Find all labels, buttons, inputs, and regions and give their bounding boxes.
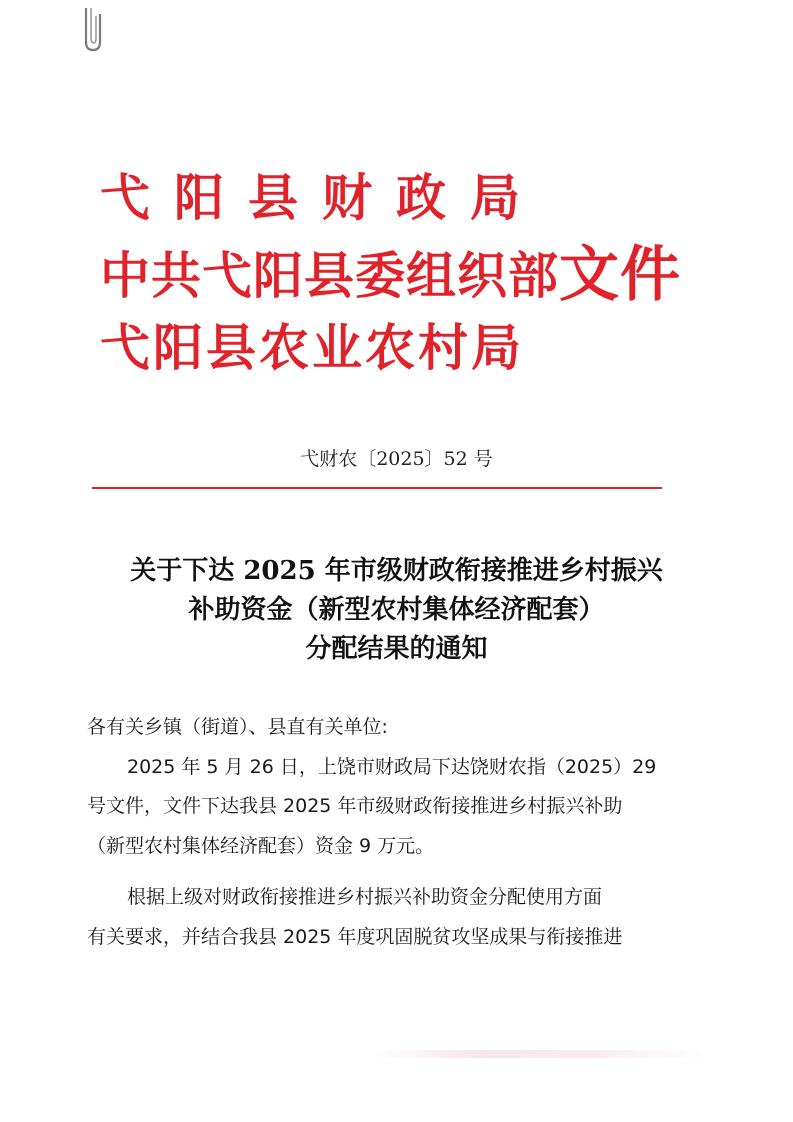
scan-bleed-through [370, 1050, 710, 1058]
header-red-divider [92, 487, 662, 489]
body-paragraph-line: 号文件，文件下达我县 2025 年市级财政衔接推进乡村振兴补助 [87, 795, 623, 817]
issuer-organization-department-name: 中共弋阳县委组织部 [100, 246, 559, 305]
issuer-file-label: 文件 [559, 240, 681, 310]
document-number: 弋财农〔2025〕52 号 [300, 448, 493, 470]
document-title-line: 关于下达 2025 年市级财政衔接推进乡村振兴 [130, 556, 663, 586]
issuer-agriculture-bureau: 弋阳县农业农村局 [100, 318, 524, 377]
document-title-line: 补助资金（新型农村集体经济配套） [188, 595, 605, 625]
body-paragraph-line: 有关要求，并结合我县 2025 年度巩固脱贫攻坚成果与衔接推进 [87, 925, 623, 948]
issuer-organization-department [100, 240, 681, 310]
document-title-line: 分配结果的通知 [305, 634, 488, 664]
document-title [0, 552, 793, 669]
issuer-finance-bureau: 弋阳县财政局 [100, 168, 544, 227]
salutation: 各有关乡镇（街道）、县直有关单位: [87, 716, 388, 738]
body-paragraph-line: 根据上级对财政衔接推进乡村振兴补助资金分配使用方面 [127, 886, 603, 908]
body-paragraph-line: 2025 年 5 月 26 日，上饶市财政局下达饶财农指（2025）29 [127, 755, 657, 778]
paper-clip-icon [80, 6, 106, 52]
body-paragraph-line: （新型农村集体经济配套）资金 9 万元。 [87, 834, 435, 857]
document-body [87, 708, 667, 957]
